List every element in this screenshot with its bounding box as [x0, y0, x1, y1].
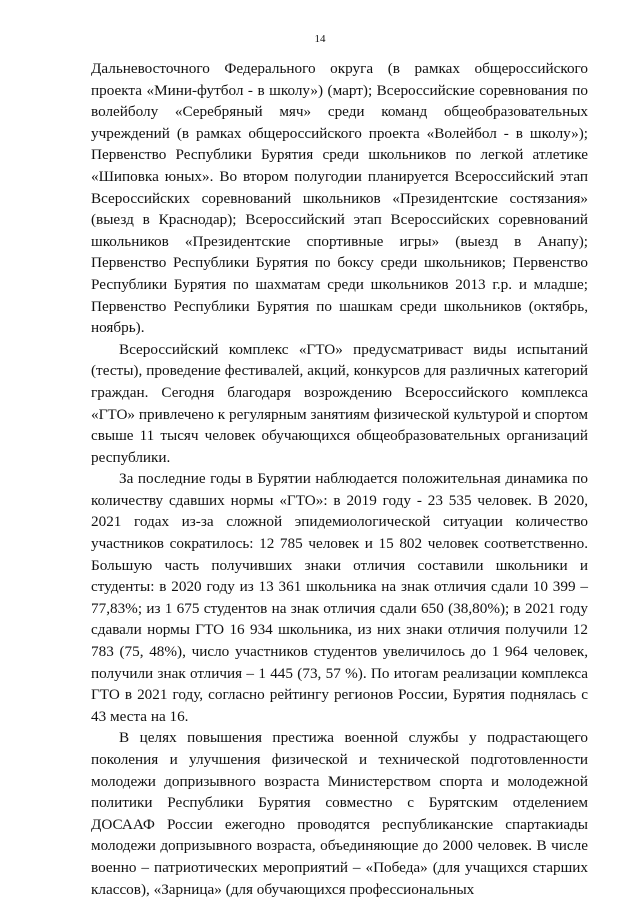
- paragraph: Дальневосточного Федерального округа (в рамках общероссийского проекта «Мини-футбол - в школу») (март); Всероссийские соревнования по волейболу «Серебряный мяч» среди команд общеобразовательных учреждений (в рамках общероссийского проекта «Волейбол - в школу»); Первенство Республики Бурятия среди школьников по легкой атлетике «Шиповка юных». Во втором полугодии планируется Всероссийский этап Всероссийских соревнований школьников «Президентские состязания» (выезд в Краснодар); Всероссийский этап Всероссийских соревнований школьников «Президентские спортивные игры» (выезд в Анапу); Первенство Республики Бурятия по боксу среди школьников; Первенство Республики Бурятия по шахматам среди школьников 2013 г.р. и младше; Первенство Республики Бурятия по шашкам среди школьников (октябрь, ноябрь).: [91, 60, 588, 337]
- paragraph: В целях повышения престижа военной службы у подрастающего поколения и улучшения физической и технической подготовленности молодежи допризывного возраста Министерством спорта и молодежной политики Республики Бурятия совместно с Бурятским отделением ДОСААФ России ежегодно проводятся республиканские спартакиады молодежи допризывного возраста, объединяющие до 2000 человек. В числе военно – патриотических мероприятий – «Победа» (для учащихся старших классов), «Зарница» (для обучающихся профессиональных: [91, 729, 588, 898]
- paragraph: Всероссийский комплекс «ГТО» предусматриваст виды испытаний (тесты), проведение фестивалей, акций, конкурсов для различных категорий граждан. Сегодня благодаря возрождению Всероссийского комплекса «ГТО» привлечено к регулярным занятиям физической культурой и спортом свыше 11 тысяч человек обучающихся общеобразовательных организаций республики.: [91, 340, 588, 466]
- body-text: [91, 58, 588, 900]
- paragraph: За последние годы в Бурятии наблюдается положительная динамика по количеству сдавших нормы «ГТО»: в 2019 году - 23 535 человек. В 2020, 2021 годах из-за сложной эпидемиологической ситуации количество участников сократилось: 12 785 человек и 15 802 человек соответственно. Большую часть получивших знаки отличия составили школьники и студенты: в 2020 году из 13 361 школьника на знак отличия сдали 10 399 – 77,83%; из 1 675 студентов на знак отличия сдали 650 (38,80%); в 2021 году сдавали нормы ГТО 16 934 школьника, из них знаки отличия получили 12 783 (75, 48%), число участников студентов увеличилось до 1 964 человек, получили знак отличия – 1 445 (73, 57 %). По итогам реализации комплекса ГТО в 2021 году, согласно рейтингу регионов России, Бурятия поднялась с 43 места на 16.: [91, 470, 588, 725]
- page-number: 14: [314, 33, 326, 45]
